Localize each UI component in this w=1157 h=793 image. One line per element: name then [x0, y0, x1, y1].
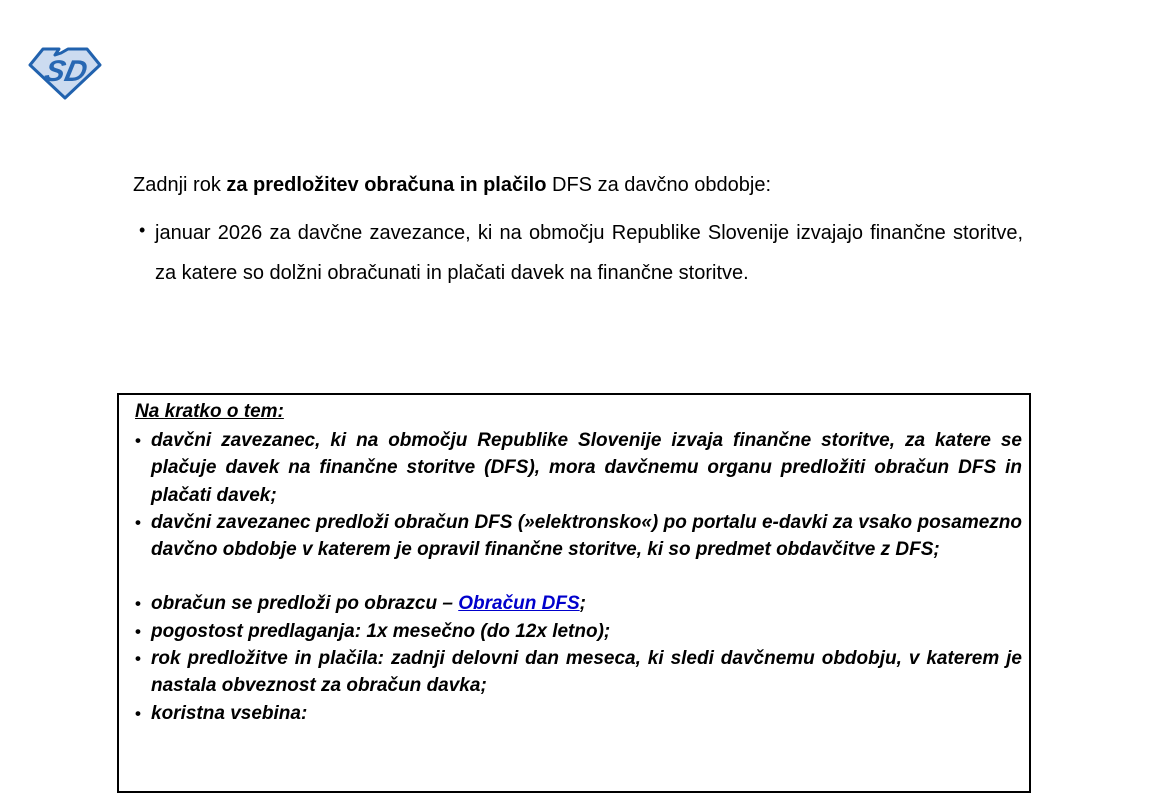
intro-part-bold: za predložitev obračuna in plačilo	[226, 174, 547, 196]
obracun-dfs-link[interactable]: Obračun DFS	[458, 593, 580, 615]
list-item-text: rok predložitve in plačila: zadnji delovni dan meseca, ki sledi davčnemu obdobju, v katerem je nastala obveznost za obračun davka;	[151, 648, 1022, 697]
list-item-text: koristna vsebina:	[151, 702, 308, 724]
summary-bullet-list	[135, 427, 1022, 727]
list-item-filing-frequency	[135, 618, 1022, 645]
bullet-dot: •	[139, 220, 146, 240]
bullet-dot: •	[135, 649, 141, 669]
deadline-bullet-item	[133, 214, 1023, 293]
list-item-text-prefix: obračun se predloži po obrazcu –	[151, 593, 459, 615]
list-item-text: pogostost predlaganja: 1x mesečno (do 12x letno);	[151, 620, 611, 642]
list-item-deadline-rule	[135, 645, 1022, 700]
bullet-dot: •	[135, 703, 141, 723]
bullet-dot: •	[135, 512, 141, 532]
list-item-text-suffix: ;	[579, 593, 586, 615]
intro-part1: Zadnji rok	[133, 174, 227, 196]
logo-letters: SD	[41, 55, 91, 88]
intro-part3: DFS za davčno obdobje:	[546, 174, 772, 196]
bullet-dot: •	[135, 621, 141, 641]
list-item-electronic-filing	[135, 509, 1022, 564]
intro-line	[133, 172, 1023, 198]
sd-shield-logo-icon	[28, 44, 102, 100]
bullet-dot: •	[135, 431, 141, 450]
bullet-dot: •	[135, 594, 141, 614]
deadline-bullet-text: januar 2026 za davčne zavezance, ki na območju Republike Slovenije izvajajo finančne storitve, za katere so dolžni obračunati in plačati davek na finančne storitve.	[155, 222, 1023, 284]
list-item-useful-content	[135, 700, 1022, 727]
list-item-form-link	[135, 590, 1022, 617]
list-item-text: davčni zavezanec predloži obračun DFS (»elektronsko«) po portalu e-davki za vsako posamezno davčno obdobje v katerem je opravil finančne storitve, ki so predmet obdavčitve z DFS;	[151, 511, 1022, 561]
summary-box	[117, 393, 1031, 793]
list-item-text: davčni zavezanec, ki na območju Republike Slovenije izvaja finančne storitve, za katere se plačuje davek na finančne storitve (DFS), mora davčnemu organu predložiti obračun DFS in plačati davek;	[151, 430, 1022, 506]
list-item-taxpayer-obligation	[135, 427, 1022, 509]
summary-box-title: Na kratko o tem:	[135, 401, 284, 422]
